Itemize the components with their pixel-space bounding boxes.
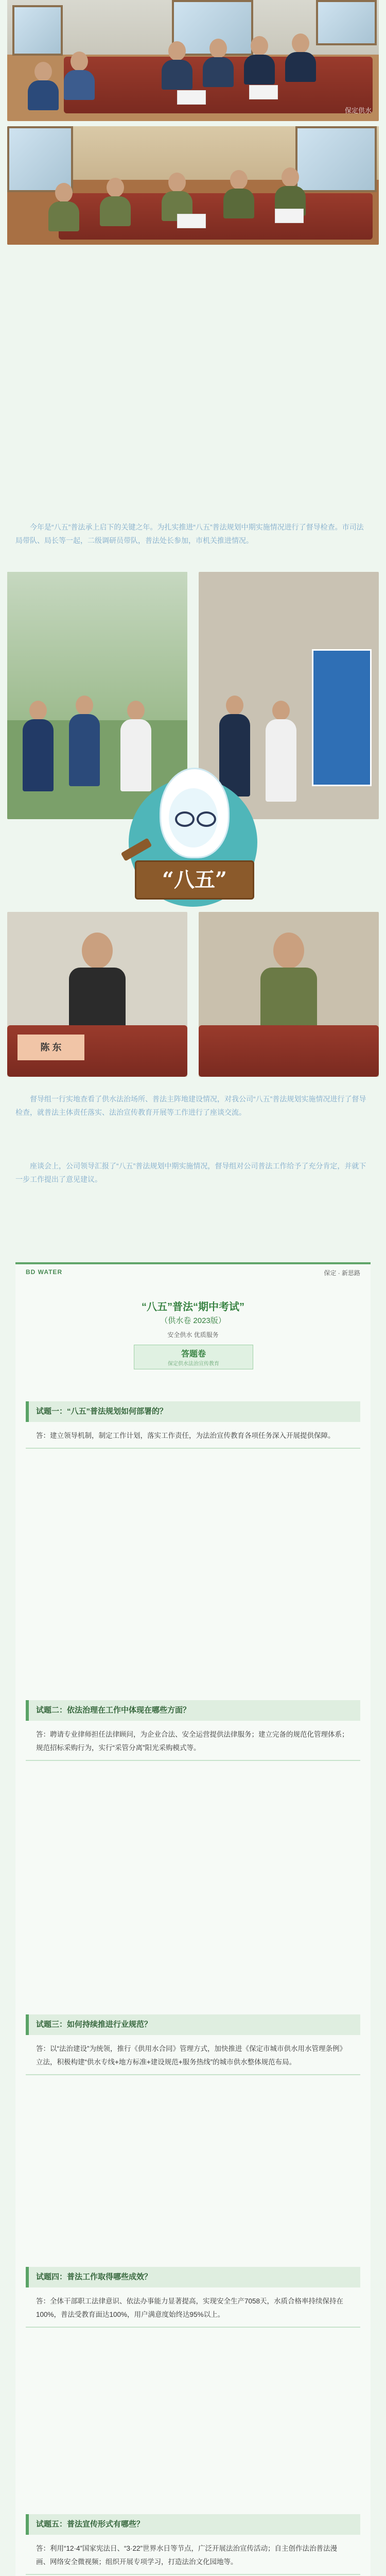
banner-title: 答题卷 [181, 1350, 206, 1359]
exam-meta: 安全供水 优质服务 [167, 1331, 219, 1338]
doc-header-right: 保定 · 新思路 [324, 1269, 360, 1277]
answer-banner [134, 1345, 253, 1369]
watermark-text: 保定供水 [344, 107, 372, 114]
question-5 [26, 2514, 360, 2575]
meeting-photo-1 [7, 0, 379, 121]
mascot-sign-text: “八五” [162, 868, 227, 892]
doc-header-left: BD WATER [26, 1268, 63, 1276]
name-plate [17, 1035, 84, 1060]
exam-paper [15, 1262, 371, 2576]
name-plate-text: 陈 东 [40, 1042, 62, 1053]
question-3-answer: 答：以“法治建设”为统领，推行《供用水合同》管理方式，加快推进《保定市城市供水用水管理条例》立法，积极构建“供水专线+地方标准+建设规范+服务热线”的城市供水整体规范布局。 [36, 2045, 346, 2066]
question-4 [26, 2267, 360, 2328]
meeting-photo-2 [7, 126, 379, 245]
question-2-title: 试题二：依法治理在工作中体现在哪些方面？ [26, 1700, 360, 1721]
question-4-title: 试题四：普法工作取得哪些成效？ [26, 2267, 360, 2287]
glasses-icon [175, 811, 195, 827]
question-1-title: 试题一：“八五”普法规划如何部署的？ [26, 1401, 360, 1422]
question-3-title: 试题三：如何持续推进行业规范？ [26, 2014, 360, 2035]
question-5-title: 试题五：普法宣传形式有哪些？ [26, 2514, 360, 2535]
speaker-photo-2 [199, 912, 379, 1077]
intro-paragraph-2: 督导组一行实地查看了供水法治场所、普法主阵地建设情况，对我公司“八五”普法规划实施情况进行了督导检查，就普法主体责任落实、法治宣传教育开展等工作进行了座谈交流。 [15, 1095, 366, 1116]
question-3 [26, 2014, 360, 2075]
question-4-answer: 答：全体干部职工法律意识、依法办事能力显著提高，实现安全生产7058天，水质合格率持续保持在100%，普法受教育面达100%，用户满意度始终达95%以上。 [36, 2297, 344, 2318]
question-1 [26, 1401, 360, 1449]
question-2 [26, 1700, 360, 1761]
intro-paragraph-1: 今年是“八五”普法承上启下的关键之年。为扎实推进“八五”普法规划中期实施情况进行了督导检查。市司法局带队、局长等一起，二级调研员带队，普法处长参加，市机关推进情况。 [15, 523, 364, 545]
exam-title: “八五”普法“期中考试” [142, 1301, 244, 1313]
site-visit-photo [7, 572, 187, 819]
speaker-photo-1 [7, 912, 187, 1077]
banner-subtitle: 保定供水法治宣传教育 [168, 1361, 219, 1367]
question-5-answer: 答：利用“12·4”国家宪法日、“3·22”世界水日等节点，广泛开展法治宣传活动；自主创作法治普法漫画、网络安全微视频；组织开展专项学习，打造法治文化园地等。 [36, 2545, 338, 2566]
question-2-answer: 答：聘请专业律师担任法律顾问，为企业合法、安全运营提供法律服务；建立完备的规范化管理体系；规范招标采购行为，实行“采管分离”阳光采购模式等。 [36, 1731, 349, 1752]
mascot-sign [135, 860, 254, 900]
question-1-answer: 答：建立领导机制，制定工作计划，落实工作责任，为法治宣传教育各项任务深入开展提供保障。 [36, 1432, 335, 1439]
poster-visit-photo [199, 572, 379, 819]
exam-subtitle: （供水卷 2023版） [160, 1316, 226, 1325]
intro-paragraph-3: 座谈会上，公司领导汇报了“八五”普法规划中期实施情况，督导组对公司普法工作给予了充分肯定，并就下一步工作提出了意见建议。 [15, 1162, 366, 1183]
